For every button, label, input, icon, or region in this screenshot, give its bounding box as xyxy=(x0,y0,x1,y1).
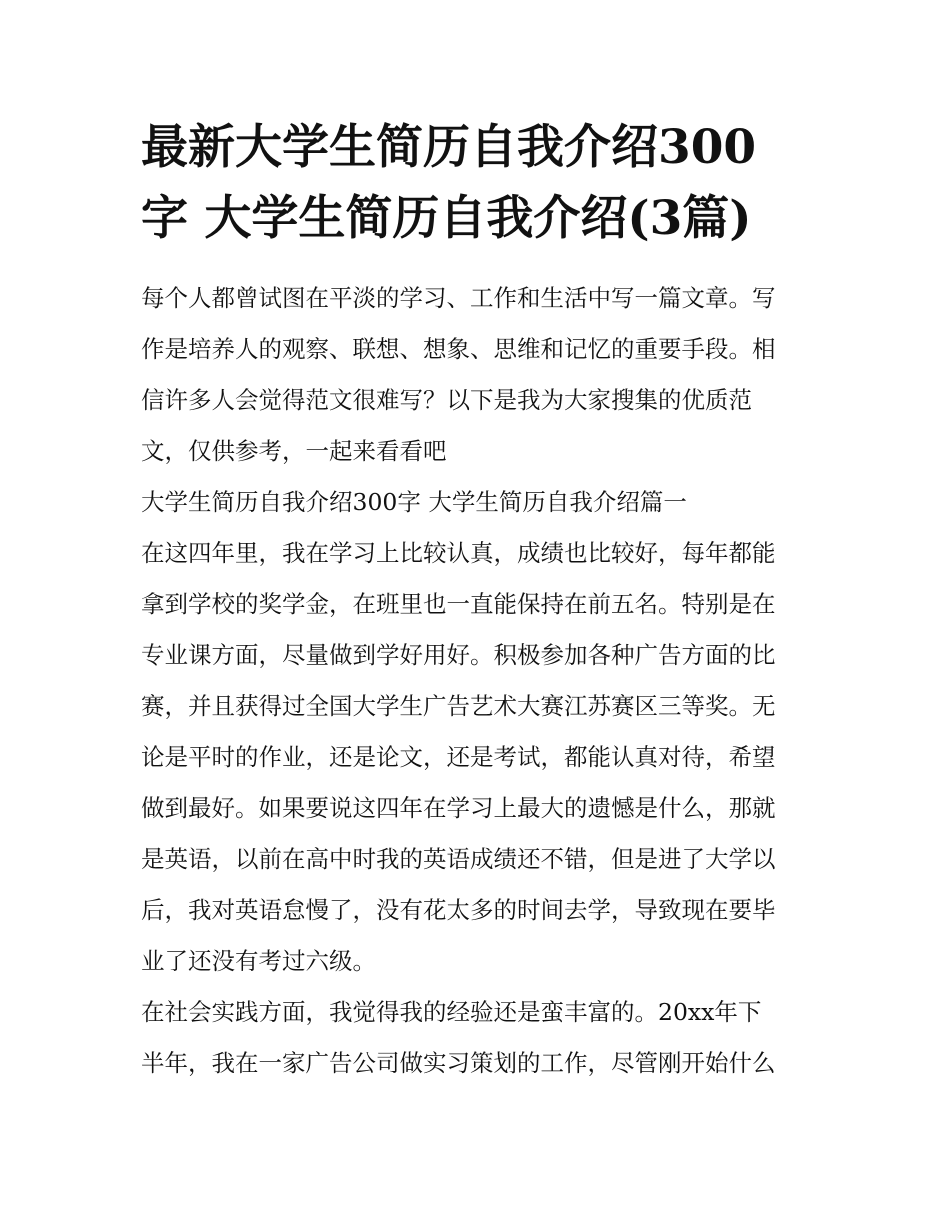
body-line: 每个人都曾试图在平淡的学习、工作和生活中写一篇文章。写 xyxy=(141,284,776,312)
document-title xyxy=(141,112,821,254)
title-line-1: 最新大学生简历自我介绍300 xyxy=(141,120,757,175)
section-heading: 大学生简历自我介绍300字 大学生简历自我介绍篇一 xyxy=(141,488,687,516)
body-line: 专业课方面，尽量做到学好用好。积极参加各种广告方面的比 xyxy=(141,641,776,669)
body-line: 是英语，以前在高中时我的英语成绩还不错，但是进了大学以 xyxy=(141,845,776,873)
body-line: 文，仅供参考，一起来看看吧 xyxy=(141,437,447,465)
document-body xyxy=(141,273,821,1089)
body-line: 后，我对英语怠慢了，没有花太多的时间去学，导致现在要毕 xyxy=(141,896,776,924)
body-line: 半年，我在一家广告公司做实习策划的工作，尽管刚开始什么 xyxy=(141,1049,776,1077)
body-line: 拿到学校的奖学金，在班里也一直能保持在前五名。特别是在 xyxy=(141,590,776,618)
body-line: 作是培养人的观察、联想、想象、思维和记忆的重要手段。相 xyxy=(141,335,776,363)
body-line: 赛，并且获得过全国大学生广告艺术大赛江苏赛区三等奖。无 xyxy=(141,692,776,720)
body-line: 在这四年里，我在学习上比较认真，成绩也比较好，每年都能 xyxy=(141,539,776,567)
body-line: 信许多人会觉得范文很难写？以下是我为大家搜集的优质范 xyxy=(141,386,752,414)
body-line: 业了还没有考过六级。 xyxy=(141,947,376,975)
body-line: 做到最好。如果要说这四年在学习上最大的遗憾是什么，那就 xyxy=(141,794,776,822)
body-line: 论是平时的作业，还是论文，还是考试，都能认真对待，希望 xyxy=(141,743,776,771)
body-line: 在社会实践方面，我觉得我的经验还是蛮丰富的。20xx年下 xyxy=(141,998,762,1026)
title-line-2: 字 大学生简历自我介绍(3篇) xyxy=(141,191,752,246)
